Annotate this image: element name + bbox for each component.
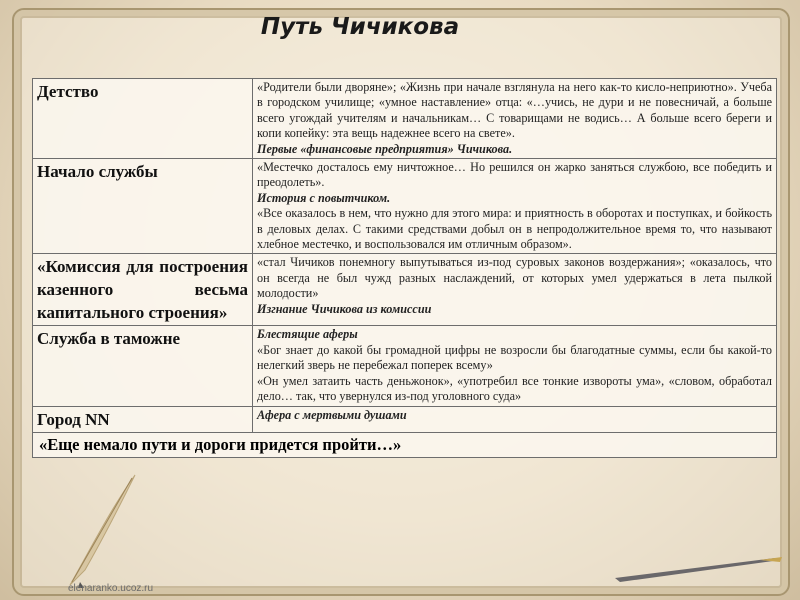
row-content — [253, 326, 777, 406]
row-quote: «Все оказалось в нем, что нужно для этого мира: и приятность в оборотах и поступках, и бойкость в деловых делах. С такими средствами добыл он в непродолжительное время то, что называют хлебное местечко, и воспользовался им отличным образом». — [257, 206, 772, 252]
row-quote: «Бог знает до какой бы громадной цифры не возросли бы благодатные суммы, если бы какой-то нелегкий зверь не перебежал поперек всему» — [257, 342, 772, 373]
row-content — [253, 406, 777, 432]
table-row — [33, 326, 777, 406]
row-label: Детство — [33, 79, 253, 159]
row-label: Город NN — [33, 406, 253, 432]
row-quote: «стал Чичиков понемногу выпутываться из-под суровых законов воздержания»; «оказалось, что он всегда не был чужд разных наслаждений, от которых умел удержаться в лета пылкой молодости» — [257, 255, 772, 301]
table-final-row — [33, 432, 777, 457]
quill-icon — [60, 470, 140, 590]
row-summary: История с повытчиком. — [257, 190, 391, 205]
page-title: Путь Чичикова — [260, 14, 460, 40]
chichikov-path-table — [32, 78, 777, 458]
row-content — [253, 254, 777, 326]
row-quote: «Местечко досталось ему ничтожное… Но решился он жарко заняться службою, все победить и преодолеть». — [257, 160, 772, 190]
row-summary: Изгнание Чичикова из комиссии — [257, 301, 432, 316]
table-row — [33, 159, 777, 254]
row-quote: «Родители были дворяне»; «Жизнь при начале взглянула на него как-то кисло-неприютно». Учеба в городском училище; «умное наставление» отца: «…учись, не дури и не повесничай, а больше всего угождай учителям и начальникам… С товарищами не водись… А больше всего береги и копи копейку: эта вещь надежнее всего на свете». — [257, 80, 772, 141]
table-row — [33, 254, 777, 326]
row-label: Служба в таможне — [33, 326, 253, 406]
row-summary: Афера с мертвыми душами — [257, 407, 407, 422]
site-footer: elenaranko.ucoz.ru — [68, 583, 154, 594]
table-row — [33, 79, 777, 159]
pen-icon — [610, 548, 785, 588]
row-content — [253, 159, 777, 254]
table-row — [33, 406, 777, 432]
row-label: «Комиссия для построения казенного весьма капитального строения» — [33, 254, 253, 326]
row-quote: «Он умел затаить часть деньжонок», «употребил все тонкие извороты ума», «словом, обработал дело… так, что увернулся из-под уголовного суда» — [257, 373, 772, 404]
row-content — [253, 79, 777, 159]
final-row-text: «Еще немало пути и дороги придется пройти…» — [33, 432, 777, 457]
row-summary: Блестящие аферы — [257, 327, 358, 342]
row-label: Начало службы — [33, 159, 253, 254]
row-summary: Первые «финансовые предприятия» Чичикова. — [257, 141, 513, 156]
